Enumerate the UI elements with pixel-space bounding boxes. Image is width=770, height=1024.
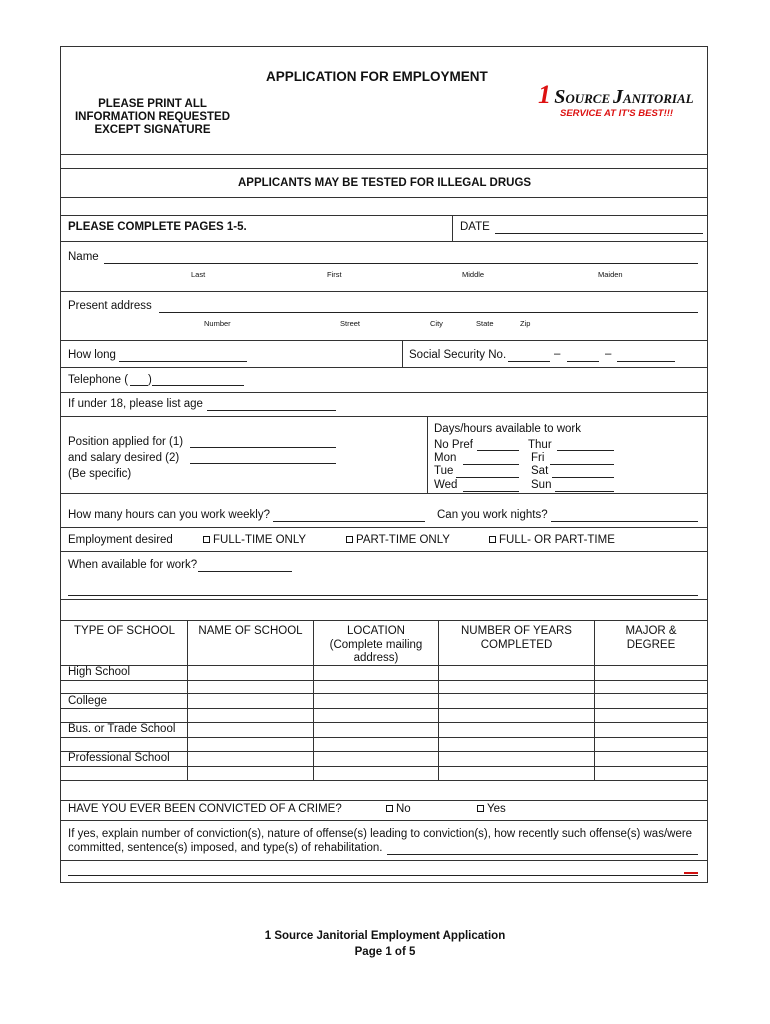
company-logo: 1 SOURCE JANITORIAL: [538, 80, 694, 109]
area-code-field[interactable]: [130, 385, 148, 386]
telephone-field[interactable]: [152, 385, 244, 386]
ssn-part1-field[interactable]: [508, 361, 550, 362]
name-sublabel-first: First: [327, 270, 342, 279]
address-sublabel-number: Number: [204, 319, 231, 328]
ssn-part3-field[interactable]: [617, 361, 675, 362]
address-field[interactable]: [159, 312, 698, 313]
name-sublabel-maiden: Maiden: [598, 270, 623, 279]
name-sublabel-middle: Middle: [462, 270, 485, 279]
date-field[interactable]: [495, 233, 703, 234]
footer-title: 1 Source Janitorial Employment Application: [264, 930, 506, 942]
name-field[interactable]: [104, 263, 698, 264]
instruction-line: INFORMATION REQUESTED: [74, 111, 231, 123]
age-field[interactable]: [207, 410, 336, 411]
col-header-years: NUMBER OF YEARS COMPLETED: [461, 625, 572, 651]
instruction-line: PLEASE PRINT ALL: [98, 98, 207, 110]
day-label: Mon: [434, 452, 457, 464]
telephone-label: Telephone (: [68, 374, 129, 386]
explain-field[interactable]: [387, 854, 698, 855]
col-header-name: NAME OF SCHOOL: [198, 625, 303, 637]
day-label: Tue: [434, 465, 454, 477]
no-pref-field[interactable]: [477, 450, 519, 451]
how-long-label: How long: [68, 349, 116, 361]
education-row-label: Professional School: [68, 752, 170, 764]
divider: [60, 197, 708, 198]
day-label: Wed: [434, 479, 458, 491]
checkbox-icon[interactable]: [489, 536, 496, 543]
explain-field-2[interactable]: [68, 875, 698, 876]
position-label-3: (Be specific): [68, 468, 132, 480]
red-mark: [684, 872, 698, 874]
position-1-field[interactable]: [190, 447, 336, 448]
how-long-field[interactable]: [119, 361, 247, 362]
hours-weekly-field[interactable]: [273, 521, 425, 522]
when-available-field[interactable]: [198, 571, 292, 572]
full-time-option[interactable]: FULL-TIME ONLY: [203, 534, 306, 546]
drug-testing-notice: APPLICANTS MAY BE TESTED FOR ILLEGAL DRUGS: [238, 177, 532, 189]
wed-field[interactable]: [463, 491, 519, 492]
hours-weekly-label: How many hours can you work weekly?: [68, 509, 270, 521]
ssn-label: Social Security No.: [409, 349, 507, 361]
crime-no-option[interactable]: No: [386, 803, 411, 815]
form-title: APPLICATION FOR EMPLOYMENT: [266, 69, 488, 84]
mon-field[interactable]: [463, 464, 519, 465]
sat-field[interactable]: [552, 477, 614, 478]
col-header-major: MAJOR & DEGREE: [625, 625, 677, 651]
fri-field[interactable]: [550, 464, 614, 465]
address-sublabel-state: State: [476, 319, 494, 328]
address-sublabel-zip: Zip: [520, 319, 531, 328]
education-row-label: College: [68, 695, 107, 707]
checkbox-icon[interactable]: [386, 805, 393, 812]
divider: [60, 154, 708, 155]
checkbox-icon[interactable]: [477, 805, 484, 812]
availability-title: Days/hours available to work: [434, 423, 582, 435]
address-label: Present address: [68, 300, 152, 312]
date-label: DATE: [460, 221, 490, 233]
explain-line-1: If yes, explain number of conviction(s), nature of offense(s) leading to conviction(s), how recently such offense(s) was/were: [68, 828, 693, 840]
divider: [60, 215, 708, 216]
day-label: Sun: [531, 479, 552, 491]
ssn-part2-field[interactable]: [567, 361, 599, 362]
print-instructions: [70, 98, 235, 137]
position-label-1: Position applied for (1): [68, 436, 184, 448]
position-label-2: and salary desired (2): [68, 452, 180, 464]
instruction-line: EXCEPT SIGNATURE: [94, 124, 211, 136]
under-18-label: If under 18, please list age: [68, 398, 203, 410]
divider: [60, 168, 708, 169]
page-number: Page 1 of 5: [354, 946, 416, 958]
day-label: Sat: [531, 465, 549, 477]
telephone-paren: ): [148, 374, 152, 386]
address-sublabel-city: City: [430, 319, 443, 328]
day-label: Thur: [528, 439, 552, 451]
position-2-field[interactable]: [190, 463, 336, 464]
logo-number: 1: [538, 80, 551, 109]
address-sublabel-street: Street: [340, 319, 361, 328]
col-header-location: LOCATION (Complete mailing address): [329, 625, 423, 664]
education-row-label: Bus. or Trade School: [68, 723, 176, 735]
checkbox-icon[interactable]: [203, 536, 210, 543]
complete-pages-notice: PLEASE COMPLETE PAGES 1-5.: [68, 221, 247, 233]
full-or-part-time-option[interactable]: FULL- OR PART-TIME: [489, 534, 615, 546]
explain-line-2: committed, sentence(s) imposed, and type(s) of rehabilitation.: [68, 842, 383, 854]
col-header-type: TYPE OF SCHOOL: [74, 625, 175, 637]
ssn-separator: –: [554, 348, 561, 360]
when-available-label: When available for work?: [68, 559, 198, 571]
tue-field[interactable]: [456, 477, 519, 478]
thur-field[interactable]: [557, 450, 614, 451]
part-time-option[interactable]: PART-TIME ONLY: [346, 534, 450, 546]
education-row-label: High School: [68, 666, 131, 678]
name-label: Name: [68, 251, 99, 263]
sun-field[interactable]: [555, 491, 614, 492]
ssn-separator: –: [605, 348, 612, 360]
crime-yes-option[interactable]: Yes: [477, 803, 506, 815]
employment-desired-label: Employment desired: [68, 534, 173, 546]
day-label: No Pref: [434, 439, 473, 451]
nights-field[interactable]: [551, 521, 698, 522]
nights-label: Can you work nights?: [437, 509, 548, 521]
logo-tagline: SERVICE AT IT'S BEST!!!: [560, 108, 674, 119]
checkbox-icon[interactable]: [346, 536, 353, 543]
crime-question: HAVE YOU EVER BEEN CONVICTED OF A CRIME?: [68, 803, 342, 815]
when-available-field-2[interactable]: [68, 595, 698, 596]
day-label: Fri: [531, 452, 545, 464]
name-sublabel-last: Last: [191, 270, 206, 279]
